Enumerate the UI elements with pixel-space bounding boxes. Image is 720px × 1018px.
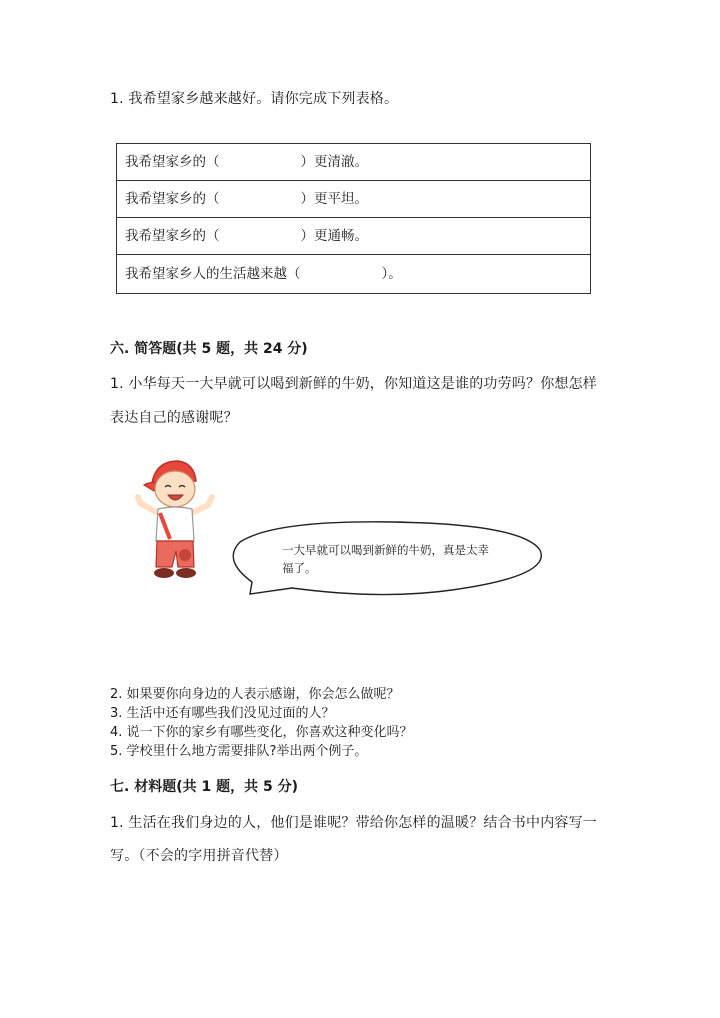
table-cell[interactable]: 我希望家乡的（ ）更平坦。 — [117, 181, 591, 218]
boy-illustration — [130, 455, 220, 585]
table-cell[interactable]: 我希望家乡的（ ）更通畅。 — [117, 218, 591, 255]
section-6-question-2: 2. 如果要你向身边的人表示感谢，你会怎么做呢？ — [110, 687, 400, 702]
section-6-question-1-line-1: 1. 小华每天一大早就可以喝到新鲜的牛奶，你知道这是谁的功劳吗？你想怎样 — [110, 376, 598, 392]
table-row — [117, 181, 591, 218]
section-6-question-1-line-2: 表达自己的感谢呢？ — [110, 410, 238, 426]
speech-text-line-2: 福了。 — [282, 561, 317, 575]
section-7-heading: 七. 材料题(共 1 题，共 5 分) — [110, 779, 298, 795]
table-cell[interactable]: 我希望家乡的（ ）更清澈。 — [117, 144, 591, 181]
speech-text-line-1: 一大早就可以喝到新鲜的牛奶，真是太幸 — [282, 543, 489, 557]
speech-bubble — [222, 520, 552, 600]
section-6-heading: 六. 简答题(共 5 题，共 24 分) — [110, 341, 308, 357]
fill-in-table — [116, 143, 591, 294]
table-row — [117, 255, 591, 294]
table-row — [117, 144, 591, 181]
section-6-question-5: 5. 学校里什么地方需要排队?举出两个例子。 — [110, 744, 368, 759]
table-cell[interactable]: 我希望家乡人的生活越来越（ ）。 — [117, 255, 591, 294]
section-6-question-3: 3. 生活中还有哪些我们没见过面的人？ — [110, 706, 335, 721]
section-6-question-4: 4. 说一下你的家乡有哪些变化，你喜欢这种变化吗？ — [110, 725, 413, 740]
section-7-question-1-line-2: 写。（不会的字用拼音代替） — [110, 848, 288, 864]
question-1-prompt: 1. 我希望家乡越来越好。请你完成下列表格。 — [110, 91, 399, 107]
section-7-question-1-line-1: 1. 生活在我们身边的人，他们是谁呢？带给你怎样的温暖？结合书中内容写一 — [110, 815, 598, 831]
table-row — [117, 218, 591, 255]
